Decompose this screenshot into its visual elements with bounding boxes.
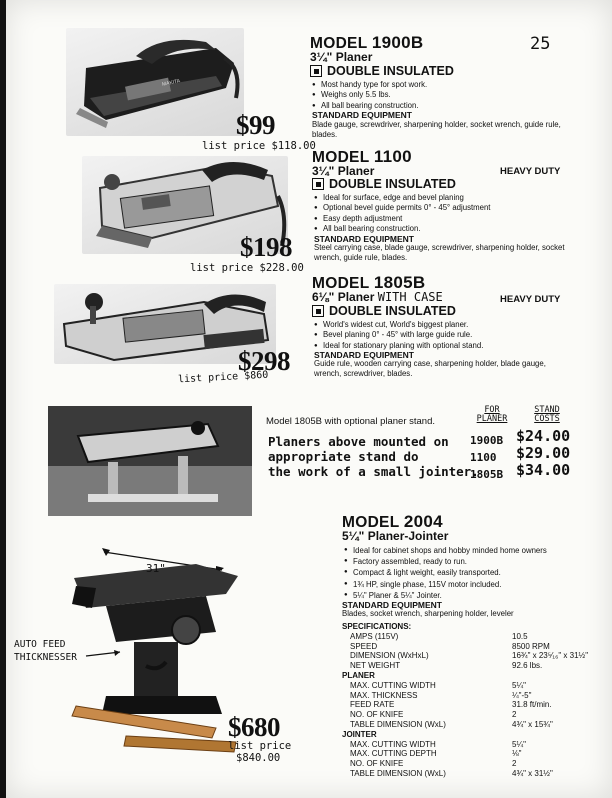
standard-equipment-heading-1805b: STANDARD EQUIPMENT xyxy=(314,350,414,360)
spec-row: SPEED 8500 RPM xyxy=(350,641,550,651)
model-1900b-subtitle: 3¼" Planer xyxy=(310,50,373,64)
planer-1900b-photo xyxy=(66,28,244,136)
standard-equipment-heading-2004: STANDARD EQUIPMENT xyxy=(342,600,442,610)
feature-item: ● Easy depth adjustment xyxy=(314,214,566,224)
feature-item: ● Factory assembled, ready to run. xyxy=(344,556,604,567)
stand-row-planer: 1900B xyxy=(470,434,504,447)
standard-equipment-2004: Blades, socket wrench, sharpening holder, leveler xyxy=(342,609,514,618)
feature-item: ● All ball bearing construction. xyxy=(314,224,566,234)
model-1900b-title: MODEL 1900B xyxy=(310,33,424,52)
specifications-table xyxy=(342,622,612,779)
heavy-duty-1100: HEAVY DUTY xyxy=(500,166,561,177)
dimension-note: 31" xyxy=(146,562,166,575)
list-price-1100: list price $228.00 xyxy=(190,262,304,274)
double-insulated-1900b: DOUBLE INSULATED xyxy=(310,64,454,78)
double-insulated-icon xyxy=(310,65,322,77)
standard-equipment-heading-1100: STANDARD EQUIPMENT xyxy=(314,234,414,244)
features-1805b xyxy=(314,320,566,351)
stand-caption: Model 1805B with optional planer stand. xyxy=(266,416,436,427)
stand-row-cost: $29.00 xyxy=(516,444,571,462)
list-price-2004-label: list price xyxy=(228,740,292,752)
spec-row: MAX. CUTTING WIDTH 5¼" xyxy=(350,680,526,690)
feature-item: ● Compact & light weight, easily transported. xyxy=(344,567,604,578)
features-2004 xyxy=(344,545,604,601)
page-number: 25 xyxy=(530,34,551,54)
double-insulated-1100: DOUBLE INSULATED xyxy=(312,177,456,191)
auto-feed-note: AUTO FEED THICKNESSER xyxy=(14,639,77,663)
spec-row: NO. OF KNIFE 2 xyxy=(350,759,517,769)
stand-cost-column xyxy=(516,428,570,479)
stand-row-planer: 1805B xyxy=(470,468,504,481)
stand-row-planer: 1100 xyxy=(470,451,497,464)
double-insulated-icon xyxy=(312,178,324,190)
price-1100: $198 xyxy=(240,232,292,262)
catalog-page xyxy=(6,0,612,798)
standard-equipment-heading-1900b: STANDARD EQUIPMENT xyxy=(312,110,412,120)
auto-feed-arrow xyxy=(84,650,124,660)
feature-item: ● Ideal for stationary planing with optional stand. xyxy=(314,341,566,351)
spec-row: NO. OF KNIFE 2 xyxy=(350,710,517,720)
stand-planer-column xyxy=(470,432,503,483)
list-price-2004-value: $840.00 xyxy=(236,752,281,764)
planer-stand-photo xyxy=(48,406,252,516)
spec-row: TABLE DIMENSION (WxL) 4¾" x 31½" xyxy=(350,768,553,778)
model-1805b-subtitle: 6⅛" Planer WITH CASE xyxy=(312,290,443,304)
list-price-1805b: list price $860 xyxy=(177,369,269,386)
spec-row: MAX. CUTTING WIDTH 5¼" xyxy=(350,739,526,749)
feature-item: ● Most handy type for spot work. xyxy=(312,80,562,90)
heavy-duty-1805b: HEAVY DUTY xyxy=(500,294,561,305)
feature-item: ● Bevel planing 0° - 45° with large guide rule. xyxy=(314,330,566,340)
stand-row-cost: $34.00 xyxy=(516,461,571,479)
price-2004: $680 xyxy=(228,712,280,742)
spec-row: AMPS (115V) 10.5 xyxy=(350,631,528,641)
stand-handwritten-note: Planers above mounted on appropriate stand do the work of a small jointer. xyxy=(268,434,479,479)
standard-equipment-1900b: Blade gauge, screwdriver, sharpening holder, socket wrench, guide rule, blades. xyxy=(312,120,561,139)
handwritten-with-case: WITH CASE xyxy=(377,290,443,304)
spec-row: MAX. THICKNESS ¼"-5" xyxy=(350,690,532,700)
model-1100-subtitle: 3¼" Planer xyxy=(312,164,375,178)
feature-item: ● All ball bearing construction. xyxy=(312,101,562,111)
feature-item: ● Ideal for cabinet shops and hobby minded home owners xyxy=(344,545,604,556)
feature-item: ● World's widest cut, World's biggest planer. xyxy=(314,320,566,330)
specs-heading: SPECIFICATIONS: xyxy=(342,622,412,631)
model-1100-title: MODEL 1100 xyxy=(312,147,412,166)
stand-row-cost: $24.00 xyxy=(516,427,571,445)
feature-item: ● Weighs only 5.5 lbs. xyxy=(312,90,562,100)
spec-row: MAX. CUTTING DEPTH ⅛" xyxy=(350,749,522,759)
jointer-specs-heading: JOINTER xyxy=(342,729,377,739)
spec-row: TABLE DIMENSION (WxL) 4¾" x 15¾" xyxy=(350,719,553,729)
standard-equipment-1805b: Guide rule, wooden carrying case, sharpening holder, blade gauge, wrench, screwdriver, blades. xyxy=(314,359,546,378)
brand-label: MAKITA xyxy=(161,78,181,88)
feature-item: ● Optional bevel guide permits 0° - 45° adjustment xyxy=(314,203,566,213)
planer-1900b-illustration xyxy=(66,28,244,136)
col-header-planer: FOR PLANER xyxy=(476,405,508,424)
feature-item: ● 1¾ HP, single phase, 115V motor included. xyxy=(344,579,604,590)
double-insulated-icon xyxy=(312,305,324,317)
list-price-1900b: list price $118.00 xyxy=(202,140,316,152)
features-1100 xyxy=(314,193,566,234)
double-insulated-1805b: DOUBLE INSULATED xyxy=(312,304,456,318)
model-2004-subtitle: 5¼" Planer-Jointer xyxy=(342,529,449,543)
feature-item: ● 5¼" Planer & 5¼" Jointer. xyxy=(344,590,604,601)
spec-row: NET WEIGHT 92.6 lbs. xyxy=(350,661,543,671)
spec-row: DIMENSION (WxHxL) 16¾" x 23⁵⁄₁₆" x 31½" xyxy=(350,651,589,661)
model-1805b-title: MODEL 1805B xyxy=(312,273,426,292)
planer-specs-heading: PLANER xyxy=(342,670,375,680)
model-2004-title: MODEL 2004 xyxy=(342,512,443,531)
feature-item: ● Ideal for surface, edge and bevel planing xyxy=(314,193,566,203)
features-1900b xyxy=(312,80,562,111)
spec-row: FEED RATE 31.8 ft/min. xyxy=(350,700,552,710)
col-header-stand-costs: STAND COSTS xyxy=(534,405,560,424)
price-1805b: $298 xyxy=(238,346,290,376)
standard-equipment-1100: Steel carrying case, blade gauge, screwdriver, sharpening holder, socket wrench, guide rule, blades. xyxy=(314,243,565,262)
planer-stand-illustration xyxy=(48,406,252,516)
price-1900b: $99 xyxy=(236,110,275,140)
